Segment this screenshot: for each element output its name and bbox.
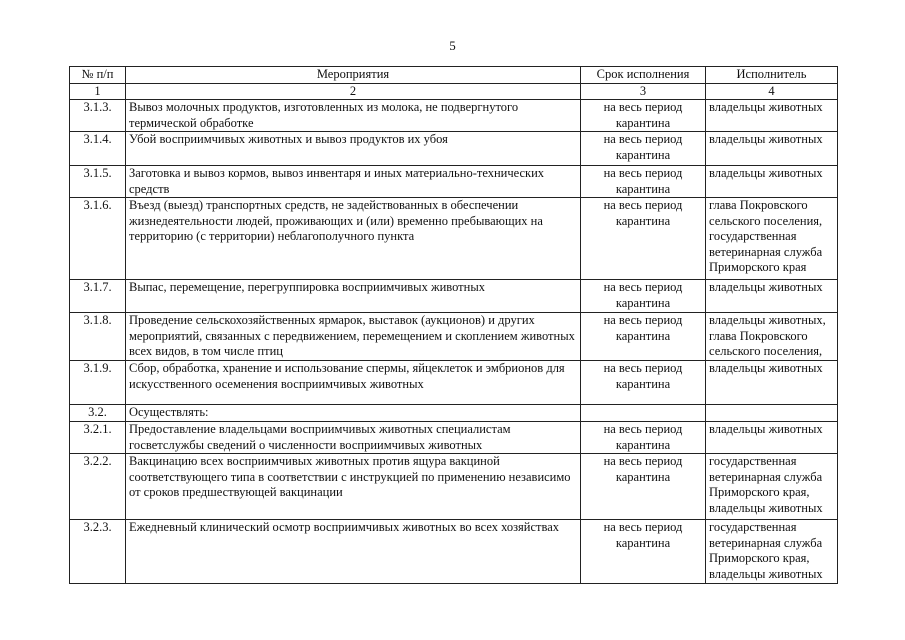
header-row: [70, 67, 838, 84]
column-index-row: [70, 83, 838, 100]
row-number: 3.1.7.: [70, 280, 126, 313]
table-row: [70, 198, 838, 280]
row-term: на весь период карантина: [581, 100, 706, 132]
table-row: [70, 454, 838, 520]
table-row: [70, 280, 838, 313]
header-term: Срок исполнения: [581, 67, 706, 84]
row-executor: владельцы животных: [706, 132, 838, 166]
table-row: [70, 313, 838, 361]
row-action: Вакцинацию всех восприимчивых животных против ящура вакциной соответствующего типа в соответствии с инструкцией по применению независимо от сроков предшествующей вакцинации: [126, 454, 581, 520]
row-number: 3.1.8.: [70, 313, 126, 361]
row-number: 3.2.2.: [70, 454, 126, 520]
row-number: 3.1.4.: [70, 132, 126, 166]
row-action: Убой восприимчивых животных и вывоз продуктов их убоя: [126, 132, 581, 166]
table-row: [70, 100, 838, 132]
row-term: на весь период карантина: [581, 280, 706, 313]
row-term: [581, 405, 706, 422]
column-index-4: 4: [706, 83, 838, 100]
header-measures: Мероприятия: [126, 67, 581, 84]
row-term: на весь период карантина: [581, 198, 706, 280]
row-term: на весь период карантина: [581, 454, 706, 520]
row-executor: владельцы животных: [706, 280, 838, 313]
table-row: [70, 422, 838, 454]
row-action: Выпас, перемещение, перегруппировка восприимчивых животных: [126, 280, 581, 313]
row-number: 3.2.1.: [70, 422, 126, 454]
row-executor: владельцы животных: [706, 361, 838, 405]
row-term: на весь период карантина: [581, 132, 706, 166]
row-number: 3.1.9.: [70, 361, 126, 405]
table-row: [70, 166, 838, 198]
row-action: Ежедневный клинический осмотр восприимчивых животных во всех хозяйствах: [126, 520, 581, 584]
row-executor: государственная ветеринарная служба Приморского края, владельцы животных: [706, 520, 838, 584]
row-term: на весь период карантина: [581, 422, 706, 454]
row-term: на весь период карантина: [581, 313, 706, 361]
header-number: № п/п: [70, 67, 126, 84]
row-executor: владельцы животных: [706, 166, 838, 198]
row-action: Проведение сельскохозяйственных ярмарок, выставок (аукционов) и других мероприятий, связанных с передвижением, перемещением и скоплением животных всех видов, в том числе птиц: [126, 313, 581, 361]
column-index-2: 2: [126, 83, 581, 100]
measures-table: [69, 66, 838, 584]
row-number: 3.1.6.: [70, 198, 126, 280]
table-row: [70, 132, 838, 166]
column-index-3: 3: [581, 83, 706, 100]
row-number: 3.1.5.: [70, 166, 126, 198]
row-executor: [706, 405, 838, 422]
row-action: Въезд (выезд) транспортных средств, не задействованных в обеспечении жизнедеятельности людей, проживающих и (или) временно пребывающих на территорию (с территории) неблагополучного пункта: [126, 198, 581, 280]
row-action: Заготовка и вывоз кормов, вывоз инвентаря и иных материально-технических средств: [126, 166, 581, 198]
row-number: 3.2.3.: [70, 520, 126, 584]
row-executor: глава Покровского сельского поселения, государственная ветеринарная служба Приморского края: [706, 198, 838, 280]
page-number: 5: [449, 38, 456, 53]
row-executor: государственная ветеринарная служба Приморского края, владельцы животных: [706, 454, 838, 520]
row-action: Осуществлять:: [126, 405, 581, 422]
header-executor: Исполнитель: [706, 67, 838, 84]
row-term: на весь период карантина: [581, 361, 706, 405]
row-executor: владельцы животных: [706, 100, 838, 132]
table-row: [70, 520, 838, 584]
row-action: Предоставление владельцами восприимчивых животных специалистам госветслужбы сведений о численности восприимчивых животных: [126, 422, 581, 454]
table-row: [70, 361, 838, 405]
row-executor: владельцы животных, глава Покровского сельского поселения,: [706, 313, 838, 361]
row-number: 3.1.3.: [70, 100, 126, 132]
row-number: 3.2.: [70, 405, 126, 422]
row-action: Вывоз молочных продуктов, изготовленных из молока, не подвергнутого термической обработке: [126, 100, 581, 132]
row-action: Сбор, обработка, хранение и использование спермы, яйцеклеток и эмбрионов для искусственного осеменения восприимчивых животных: [126, 361, 581, 405]
table-row: [70, 405, 838, 422]
row-executor: владельцы животных: [706, 422, 838, 454]
row-term: на весь период карантина: [581, 520, 706, 584]
row-term: на весь период карантина: [581, 166, 706, 198]
column-index-1: 1: [70, 83, 126, 100]
